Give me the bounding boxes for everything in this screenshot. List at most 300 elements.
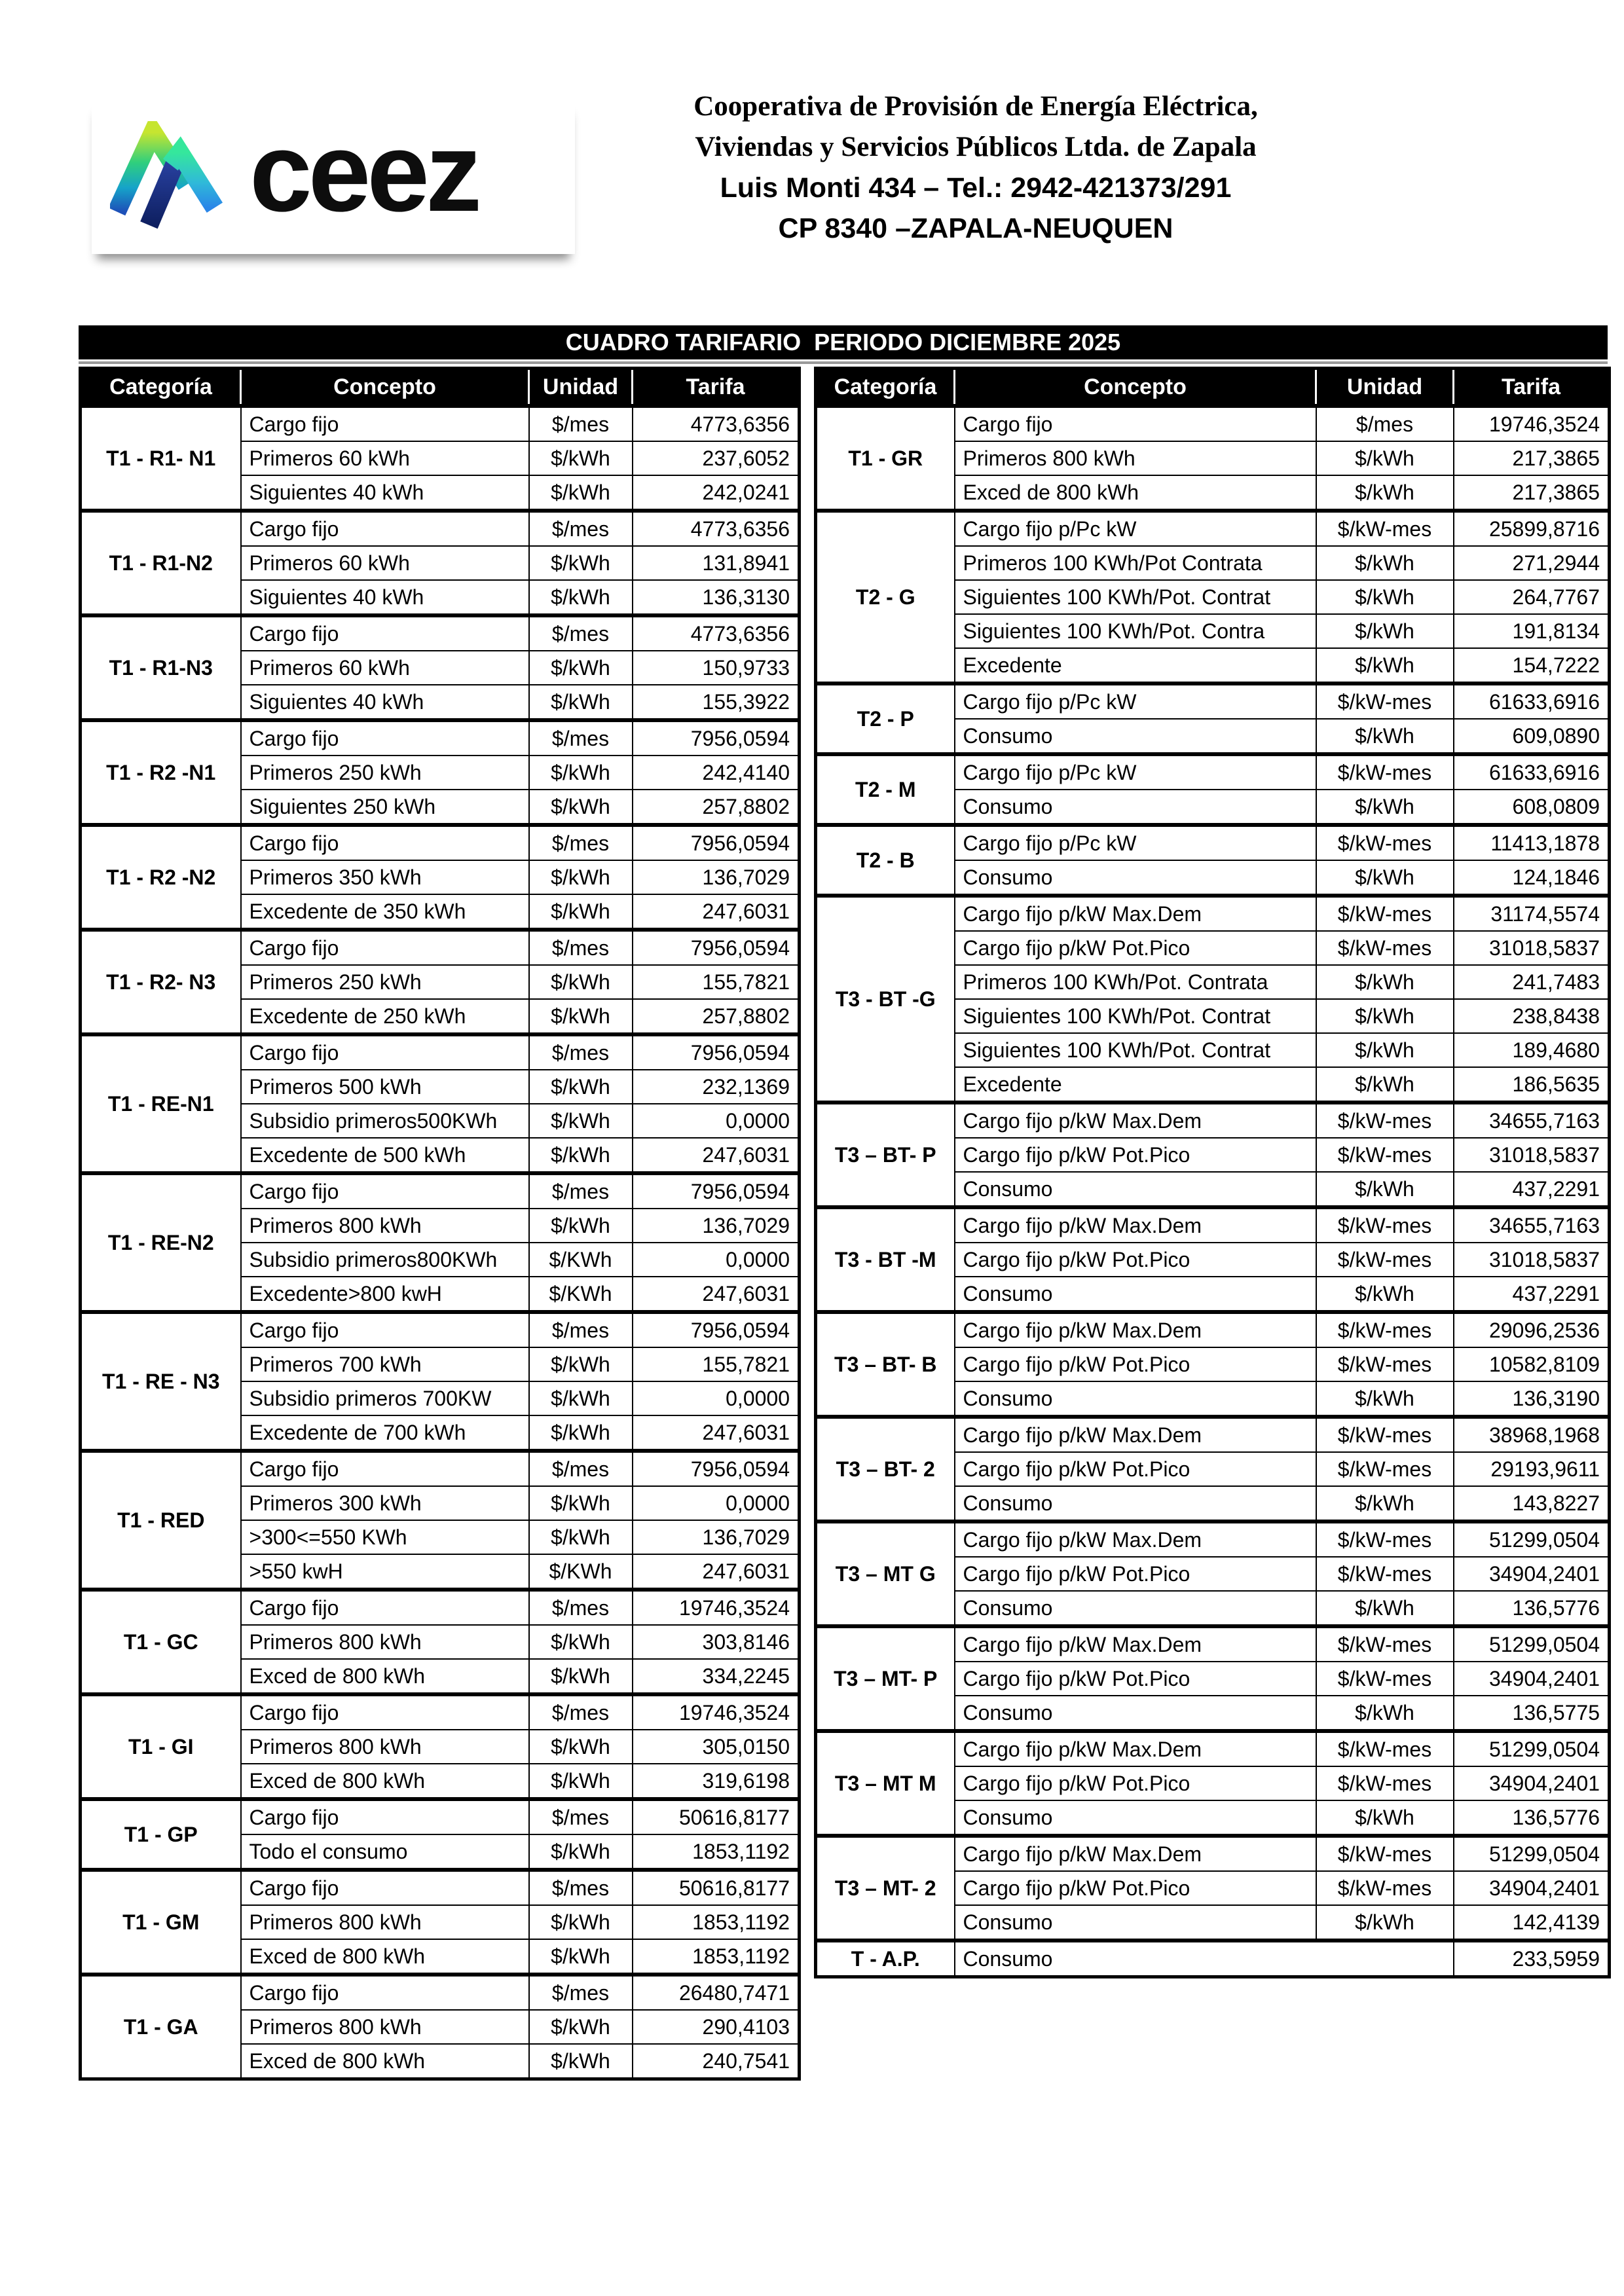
tarifa-cell: 237,6052 [633,441,800,475]
tarifa-cell: 150,9733 [633,651,800,685]
unidad-cell: $/kW-mes [1316,825,1454,860]
org-name-line2: Viviendas y Servicios Públicos Ltda. de Zapala [695,132,1257,162]
unidad-cell: $/kWh [529,1104,633,1138]
concepto-cell: Subsidio primeros800KWh [241,1243,529,1277]
unidad-cell: $/kW-mes [1316,1347,1454,1381]
tarifa-cell: 11413,1878 [1454,825,1610,860]
concepto-cell: Primeros 800 kWh [955,441,1316,475]
tarifa-cell: 51299,0504 [1454,1731,1610,1766]
tarifa-cell: 51299,0504 [1454,1522,1610,1557]
concepto-cell: Primeros 100 KWh/Pot Contrata [955,546,1316,580]
tarifa-cell: 189,4680 [1454,1033,1610,1067]
concepto-cell: Excedente de 500 kWh [241,1138,529,1173]
table-row [816,511,1610,546]
concepto-cell: Cargo fijo [241,1975,529,2010]
category-cell: T1 - R1-N2 [81,511,241,615]
table-row [81,1975,800,2010]
tarifa-cell: 0,0000 [633,1243,800,1277]
table-row [81,1312,800,1347]
concepto-cell: Cargo fijo p/kW Pot.Pico [955,1138,1316,1172]
tarifa-cell: 34904,2401 [1454,1662,1610,1696]
unidad-cell: $/kW-mes [1316,1557,1454,1591]
unidad-cell: $/kWh [529,999,633,1034]
unidad-cell: $/kWh [1316,719,1454,754]
title-underline [79,361,1608,364]
column-header-categoria: Categoría [81,369,241,407]
tariff-table-left [79,367,801,2081]
unidad-cell: $/kWh [529,1347,633,1381]
tarifa-cell: 155,7821 [633,1347,800,1381]
unidad-cell: $/kW-mes [1316,896,1454,931]
concepto-cell: Cargo fijo p/Pc kW [955,825,1316,860]
concepto-cell: Cargo fijo p/kW Pot.Pico [955,1452,1316,1486]
category-cell: T1 - R2 -N2 [81,825,241,930]
unidad-cell: $/mes [529,1870,633,1905]
unidad-cell: $/mes [529,1799,633,1834]
tarifa-cell: 136,5775 [1454,1696,1610,1731]
tarifa-cell: 608,0809 [1454,790,1610,825]
unidad-cell: $/mes [529,406,633,441]
unidad-cell: $/mes [1316,406,1454,441]
category-cell: T3 – MT M [816,1731,955,1836]
unidad-cell: $/kWh [529,475,633,511]
concepto-cell: Siguientes 40 kWh [241,475,529,511]
tarifa-cell: 31018,5837 [1454,1243,1610,1277]
company-logo [92,100,575,254]
tarifa-cell: 25899,8716 [1454,511,1610,546]
tarifa-cell: 34904,2401 [1454,1766,1610,1800]
tarifa-cell: 31174,5574 [1454,896,1610,931]
category-cell: T3 – BT- B [816,1312,955,1417]
category-cell: T1 - GI [81,1694,241,1799]
concepto-cell: Cargo fijo p/kW Max.Dem [955,1312,1316,1347]
concepto-cell: Exced de 800 kWh [241,1764,529,1799]
tarifa-cell: 290,4103 [633,2010,800,2044]
concepto-cell: Primeros 700 kWh [241,1347,529,1381]
tarifa-cell: 154,7222 [1454,648,1610,683]
table-row [81,1034,800,1070]
concepto-cell: Siguientes 100 KWh/Pot. Contra [955,614,1316,648]
table-row [816,825,1610,860]
table-row [816,1417,1610,1452]
concepto-cell: Todo el consumo [241,1834,529,1870]
table-row [81,1173,800,1209]
mountain-logo-icon [110,121,244,232]
concepto-cell: Primeros 800 kWh [241,1905,529,1939]
tarifa-cell: 136,7029 [633,1209,800,1243]
tarifa-cell: 186,5635 [1454,1067,1610,1102]
concepto-cell: Cargo fijo p/kW Pot.Pico [955,1347,1316,1381]
unidad-cell: $/kWh [529,1070,633,1104]
tarifa-cell: 233,5959 [1454,1941,1610,1977]
column-header-categoria: Categoría [816,369,955,407]
table-row [81,825,800,860]
tarifa-cell: 29193,9611 [1454,1452,1610,1486]
concepto-cell: Cargo fijo p/Pc kW [955,511,1316,546]
unidad-cell: $/kWh [529,1486,633,1520]
unidad-cell: $/kWh [529,965,633,999]
concepto-cell: Cargo fijo [241,1451,529,1486]
table-row [81,1870,800,1905]
concepto-cell: Cargo fijo p/kW Max.Dem [955,1731,1316,1766]
concepto-cell: Exced de 800 kWh [241,2044,529,2079]
concepto-cell: Siguientes 250 kWh [241,790,529,825]
concepto-cell: Cargo fijo [241,1799,529,1834]
concepto-cell: Consumo [955,1172,1316,1207]
tarifa-cell: 232,1369 [633,1070,800,1104]
concepto-cell: Siguientes 40 kWh [241,685,529,720]
unidad-cell: $/mes [529,511,633,546]
concepto-cell: Consumo [955,790,1316,825]
unidad-cell: $/mes [529,720,633,756]
concepto-cell: Cargo fijo [241,1173,529,1209]
concepto-cell: Primeros 60 kWh [241,546,529,580]
unidad-cell: $/kWh [1316,790,1454,825]
category-cell: T2 - B [816,825,955,896]
unidad-cell: $/kW-mes [1316,1836,1454,1871]
unidad-cell: $/mes [529,825,633,860]
tarifa-cell: 242,0241 [633,475,800,511]
unidad-cell: $/mes [529,1694,633,1730]
unidad-cell: $/kWh [1316,580,1454,614]
concepto-cell: Primeros 60 kWh [241,441,529,475]
tarifa-cell: 10582,8109 [1454,1347,1610,1381]
tarifa-cell: 0,0000 [633,1381,800,1415]
unidad-cell: $/kWh [529,651,633,685]
unidad-cell: $/mes [529,1034,633,1070]
tarifa-cell: 4773,6356 [633,511,800,546]
tarifa-cell: 319,6198 [633,1764,800,1799]
concepto-cell: Consumo [955,1591,1316,1626]
category-cell: T1 - R2- N3 [81,930,241,1034]
concepto-cell: Cargo fijo p/kW Pot.Pico [955,1662,1316,1696]
concepto-cell: Excedente [955,648,1316,683]
tarifa-cell: 34904,2401 [1454,1557,1610,1591]
unidad-cell: $/kWh [529,1764,633,1799]
category-cell: T3 – BT- 2 [816,1417,955,1522]
tarifa-cell: 7956,0594 [633,1451,800,1486]
tarifa-cell: 34904,2401 [1454,1871,1610,1905]
tarifa-cell: 31018,5837 [1454,1138,1610,1172]
tarifa-cell: 0,0000 [633,1104,800,1138]
concepto-cell: Siguientes 40 kWh [241,580,529,615]
tarifa-cell: 34655,7163 [1454,1207,1610,1243]
tarifa-cell: 240,7541 [633,2044,800,2079]
category-cell: T1 - RE - N3 [81,1312,241,1451]
unidad-cell: $/kW-mes [1316,1138,1454,1172]
tarifa-cell: 247,6031 [633,894,800,930]
table-row [816,683,1610,719]
unidad-cell: $/kW-mes [1316,1207,1454,1243]
concepto-cell: Cargo fijo p/kW Pot.Pico [955,1243,1316,1277]
concepto-cell: Consumo [955,719,1316,754]
unidad-cell: $/kW-mes [1316,1243,1454,1277]
category-cell: T1 - RE-N1 [81,1034,241,1173]
unidad-cell: $/kW-mes [1316,1312,1454,1347]
unidad-cell: $/mes [529,930,633,965]
unidad-cell: $/kW-mes [1316,1417,1454,1452]
unidad-cell: $/kW-mes [1316,1102,1454,1138]
unidad-cell: $/kWh [1316,1033,1454,1067]
unidad-cell: $/kW-mes [1316,683,1454,719]
concepto-cell: Primeros 800 kWh [241,2010,529,2044]
concepto-cell: Cargo fijo p/kW Max.Dem [955,1417,1316,1452]
table-row [816,1312,1610,1347]
unidad-cell: $/kWh [1316,1905,1454,1941]
unidad-cell: $/kWh [529,685,633,720]
concepto-cell: Primeros 500 kWh [241,1070,529,1104]
column-header-unidad: Unidad [1316,369,1454,407]
table-row [81,615,800,651]
tarifa-cell: 124,1846 [1454,860,1610,896]
tarifa-cell: 257,8802 [633,790,800,825]
tarifa-cell: 136,5776 [1454,1591,1610,1626]
category-cell: T3 - BT -G [816,896,955,1102]
tarifa-cell: 19746,3524 [633,1694,800,1730]
category-cell: T2 - G [816,511,955,683]
table-row [81,720,800,756]
table-row [816,1626,1610,1662]
unidad-cell: $/kWh [1316,965,1454,999]
category-cell: T - A.P. [816,1941,955,1977]
concepto-cell: Cargo fijo p/kW Max.Dem [955,896,1316,931]
table-row [816,1836,1610,1871]
unidad-cell: $/kWh [529,441,633,475]
org-address-phone: Luis Monti 434 – Tel.: 2942-421373/291 [720,172,1232,204]
unidad-cell: $/mes [529,615,633,651]
unidad-cell: $/kW-mes [1316,1766,1454,1800]
column-header-tarifa: Tarifa [633,369,800,407]
table-row [81,1451,800,1486]
category-cell: T3 – MT- P [816,1626,955,1731]
table-row [816,1731,1610,1766]
unidad-cell: $/kWh [1316,546,1454,580]
column-header-tarifa: Tarifa [1454,369,1610,407]
tarifa-cell: 29096,2536 [1454,1312,1610,1347]
table-row [81,511,800,546]
tarifa-cell: 241,7483 [1454,965,1610,999]
column-header-unidad: Unidad [529,369,633,407]
tarifa-cell: 26480,7471 [633,1975,800,2010]
unidad-cell: $/kW-mes [1316,1731,1454,1766]
table-row [816,754,1610,790]
concepto-cell: Cargo fijo [241,511,529,546]
unidad-cell: $/kW-mes [1316,1452,1454,1486]
table-row [816,1207,1610,1243]
unidad-cell: $/kW-mes [1316,931,1454,965]
category-cell: T2 - M [816,754,955,825]
tarifa-cell: 50616,8177 [633,1870,800,1905]
tarifa-cell: 217,3865 [1454,441,1610,475]
unidad-cell: $/kWh [529,1659,633,1694]
concepto-cell: Cargo fijo p/kW Max.Dem [955,1522,1316,1557]
concepto-cell: Primeros 800 kWh [241,1730,529,1764]
tarifa-cell: 155,3922 [633,685,800,720]
tarifa-cell: 247,6031 [633,1277,800,1312]
concepto-cell: Cargo fijo [241,720,529,756]
concepto-cell: Excedente de 700 kWh [241,1415,529,1451]
org-name-line1: Cooperativa de Provisión de Energía Eléctrica, [693,91,1258,122]
tariff-table-right [814,367,1611,1978]
unidad-cell: $/kWh [529,1625,633,1659]
unidad-cell: $/kW-mes [1316,1522,1454,1557]
logo-wordmark: ceez [249,109,478,235]
tarifa-cell: 1853,1192 [633,1834,800,1870]
tarifa-cell: 191,8134 [1454,614,1610,648]
unidad-cell: $/kWh [529,2044,633,2079]
column-header-concepto: Concepto [241,369,529,407]
tarifa-cell: 136,7029 [633,1520,800,1554]
unidad-cell: $/KWh [529,1243,633,1277]
unidad-cell: $/mes [529,1312,633,1347]
unidad-cell: $/kW-mes [1316,1662,1454,1696]
tarifa-cell: 0,0000 [633,1486,800,1520]
tarifa-cell: 257,8802 [633,999,800,1034]
tarifa-cell: 19746,3524 [633,1590,800,1625]
unidad-cell: $/mes [529,1173,633,1209]
tarifa-cell: 303,8146 [633,1625,800,1659]
tarifa-cell: 305,0150 [633,1730,800,1764]
concepto-cell: Cargo fijo p/kW Max.Dem [955,1626,1316,1662]
unidad-cell: $/kWh [1316,860,1454,896]
unidad-cell: $/kWh [529,860,633,894]
concepto-cell: Exced de 800 kWh [955,475,1316,511]
unidad-cell: $/kWh [529,1730,633,1764]
tarifa-cell: 271,2944 [1454,546,1610,580]
category-cell: T2 - P [816,683,955,754]
unidad-cell: $/kWh [529,790,633,825]
unidad-cell: $/mes [529,1590,633,1625]
concepto-cell: Excedente de 350 kWh [241,894,529,930]
unidad-cell: $/kWh [1316,1172,1454,1207]
unidad-cell: $/mes [529,1451,633,1486]
unidad-cell: $/kWh [1316,1800,1454,1836]
concepto-cell: Cargo fijo [241,825,529,860]
concepto-cell: Cargo fijo p/Pc kW [955,683,1316,719]
tarifa-cell: 247,6031 [633,1554,800,1590]
concepto-cell: Cargo fijo p/kW Pot.Pico [955,1766,1316,1800]
tarifa-cell: 31018,5837 [1454,931,1610,965]
tarifa-cell: 242,4140 [633,756,800,790]
unidad-cell: $/kWh [1316,1696,1454,1731]
concepto-cell: Cargo fijo [955,406,1316,441]
concepto-cell: Siguientes 100 KWh/Pot. Contrat [955,999,1316,1033]
unidad-cell: $/kWh [1316,648,1454,683]
unidad-cell: $/kWh [529,2010,633,2044]
unidad-cell: $/kWh [1316,614,1454,648]
concepto-cell: Cargo fijo [241,1034,529,1070]
tarifa-cell: 7956,0594 [633,720,800,756]
concepto-cell: Cargo fijo p/kW Pot.Pico [955,931,1316,965]
unidad-cell: $/kWh [529,580,633,615]
concepto-cell: Exced de 800 kWh [241,1939,529,1975]
tarifa-cell: 264,7767 [1454,580,1610,614]
tarifa-cell: 1853,1192 [633,1905,800,1939]
concepto-cell: Consumo [955,1905,1316,1941]
unidad-cell: $/kWh [1316,999,1454,1033]
tarifa-cell: 34655,7163 [1454,1102,1610,1138]
category-cell: T1 - GM [81,1870,241,1975]
concepto-cell: Cargo fijo [241,615,529,651]
table-row [81,1694,800,1730]
tarifa-cell: 437,2291 [1454,1277,1610,1312]
concepto-cell: Primeros 300 kWh [241,1486,529,1520]
table-row [81,1590,800,1625]
table-row [816,1102,1610,1138]
concepto-cell: Excedente [955,1067,1316,1102]
unidad-cell: $/kW-mes [1316,1626,1454,1662]
tarifa-cell: 4773,6356 [633,615,800,651]
concepto-cell: Consumo [955,1696,1316,1731]
concepto-cell: Cargo fijo p/Pc kW [955,754,1316,790]
tarifa-cell: 247,6031 [633,1415,800,1451]
concepto-cell: Cargo fijo p/kW Pot.Pico [955,1871,1316,1905]
concepto-cell: Cargo fijo [241,406,529,441]
unidad-cell: $/kW-mes [1316,754,1454,790]
unidad-cell: $/kW-mes [1316,511,1454,546]
concepto-cell: Excedente de 250 kWh [241,999,529,1034]
tarifa-cell: 609,0890 [1454,719,1610,754]
unidad-cell: $/kWh [1316,1067,1454,1102]
concepto-cell: Cargo fijo p/kW Max.Dem [955,1836,1316,1871]
concepto-cell: Primeros 250 kWh [241,965,529,999]
tarifa-cell: 217,3865 [1454,475,1610,511]
column-header-concepto: Concepto [955,369,1316,407]
tarifa-cell: 437,2291 [1454,1172,1610,1207]
tarifa-cell: 7956,0594 [633,825,800,860]
concepto-cell: Subsidio primeros 700KW [241,1381,529,1415]
tarifa-cell: 131,8941 [633,546,800,580]
tarifa-cell: 7956,0594 [633,930,800,965]
table-row [81,930,800,965]
tarifa-cell: 238,8438 [1454,999,1610,1033]
tarifa-cell: 38968,1968 [1454,1417,1610,1452]
unidad-cell: $/kWh [529,1381,633,1415]
concepto-cell: Consumo [955,1381,1316,1417]
category-cell: T1 - GC [81,1590,241,1694]
unidad-cell: $/kWh [529,1138,633,1173]
concepto-cell: Cargo fijo [241,1694,529,1730]
tarifa-cell: 136,7029 [633,860,800,894]
unidad-cell: $/kWh [529,1905,633,1939]
concepto-cell: Cargo fijo [241,1590,529,1625]
tarifa-cell: 1853,1192 [633,1939,800,1975]
concepto-cell: Cargo fijo p/kW Pot.Pico [955,1557,1316,1591]
table-row [816,1522,1610,1557]
tarifa-cell: 61633,6916 [1454,683,1610,719]
unidad-cell: $/KWh [529,1277,633,1312]
concepto-cell: Cargo fijo [241,1312,529,1347]
concepto-cell: Primeros 60 kWh [241,651,529,685]
concepto-cell: >550 kwH [241,1554,529,1590]
unidad-cell: $/kWh [1316,1277,1454,1312]
tarifa-cell: 136,3130 [633,580,800,615]
tarifa-cell: 142,4139 [1454,1905,1610,1941]
tarifa-cell: 61633,6916 [1454,754,1610,790]
unidad-cell: $/KWh [529,1554,633,1590]
concepto-cell: Cargo fijo p/kW Max.Dem [955,1102,1316,1138]
category-cell: T1 - RE-N2 [81,1173,241,1312]
table-row [816,406,1610,441]
concepto-cell: Primeros 800 kWh [241,1209,529,1243]
unidad-cell: $/mes [529,1975,633,2010]
tarifa-cell: 51299,0504 [1454,1626,1610,1662]
concepto-cell: Primeros 100 KWh/Pot. Contrata [955,965,1316,999]
concepto-cell: Cargo fijo [241,1870,529,1905]
category-cell: T1 - R1-N3 [81,615,241,720]
category-cell: T1 - GA [81,1975,241,2079]
unidad-cell: $/kWh [1316,1486,1454,1522]
